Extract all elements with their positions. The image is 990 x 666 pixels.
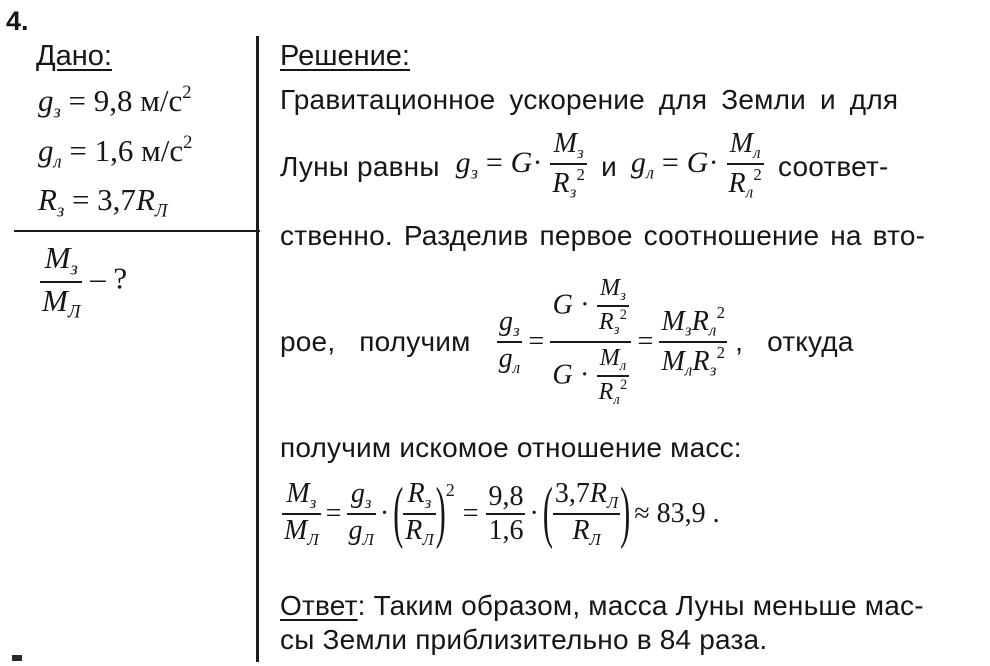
problem-number: 4. xyxy=(6,6,29,36)
given-g-earth: $g_з = 9,8$ $м/с^2$ xyxy=(38,82,192,123)
given-r-earth: $R_з = 3,7R_Л$ xyxy=(38,182,168,222)
formula-g-moon: $g_л = G\cdot$ $\frac{M_л}{R_л^2}$ xyxy=(630,128,762,202)
formula-final: $\frac{M_з}{M_Л}$ = $\frac{g_з}{g_Л}$ · ( $\frac{R_з}{R_Л}$ ) 2 = $\frac{9,8}{1,6}$ · ( $\frac{3,7R_Л}{R_Л}$ ) ≈ 83,9 . xyxy=(284,474,720,551)
find-ratio: $\frac{M_з}{M_Л}$ – ? xyxy=(42,240,128,322)
solution-heading: Решение: xyxy=(280,40,410,72)
answer-label: Ответ xyxy=(280,590,358,621)
solution-line-4: рое, получим $\frac{g_з}{g_л}$ = G · $\frac{M_з}{R_з^2}$ G · $\frac{M_л}{R_л^2}$ = $\frac{M_зR_л^2}{M_лR_з^2}$ , откуда xyxy=(280,274,854,409)
solution-line-5: получим искомое отношение масс: xyxy=(280,432,742,463)
formula-g-earth: $g_з = G\cdot$ $\frac{M_з}{R_з^2}$ xyxy=(455,128,586,202)
next-problem-fragment xyxy=(12,655,22,661)
solution-line-1: Гравитационное ускорение для Земли и для xyxy=(280,84,899,115)
given-heading: Дано: xyxy=(36,40,112,72)
answer-line-2: сы Земли приблизительно в 84 раза. xyxy=(280,624,768,655)
given-divider xyxy=(14,230,260,232)
solution-line-3: ственно. Разделив первое соотношение на вто- xyxy=(280,220,926,251)
answer-line-1: Ответ: Таким образом, масса Луны меньше мас- xyxy=(280,590,924,621)
section-divider xyxy=(256,36,259,662)
solution-line-2: Луны равны $g_з = G\cdot$ $\frac{M_з}{R_з^2}$ и $g_л = G\cdot$ $\frac{M_л}{R_л^2}$ соответ- xyxy=(280,128,889,202)
formula-ratio-derivation: $\frac{g_з}{g_л}$ = G · $\frac{M_з}{R_з^2}$ G · $\frac{M_л}{R_л^2}$ = $\frac{M_зR_л^2}{M_лR_з^2}$ xyxy=(498,274,726,409)
given-g-moon: $g_л = 1,6$ $м/с^2$ xyxy=(38,132,193,173)
